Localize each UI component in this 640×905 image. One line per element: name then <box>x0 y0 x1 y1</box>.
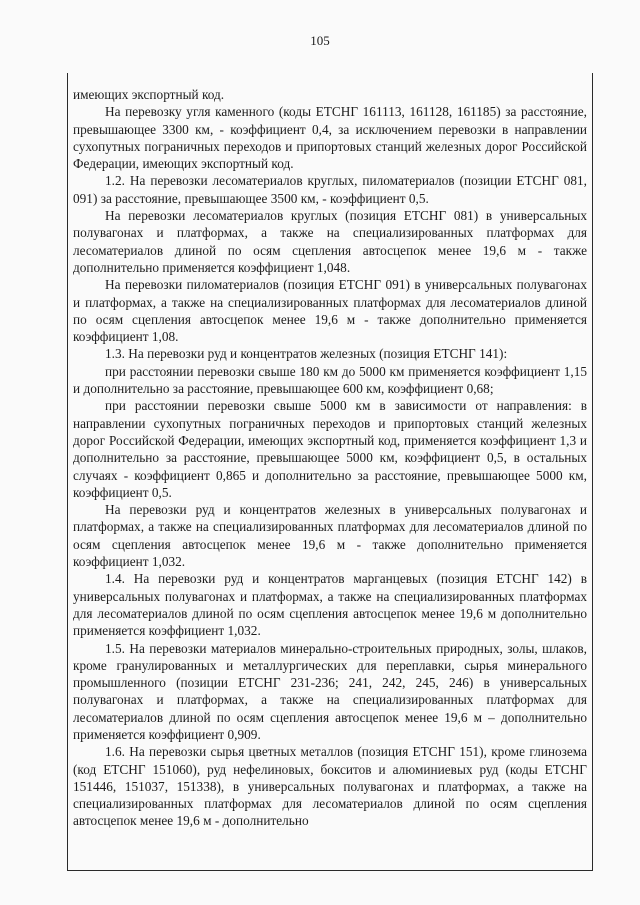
paragraph: 1.6. На перевозки сырья цветных металлов (позиция ЕТСНГ 151), кроме глинозема (код ЕТСНГ 151060), руд нефелиновых, бокситов и алюминиевых руд (коды ЕТСНГ 151446, 151037, 151338), в универсальных полувагонах и платформах, а также на специализированных платформах для лесоматериалов длиной по осям сцепления автосцепок менее 19,6 м - дополнительно <box>73 744 587 829</box>
page-number: 105 <box>310 33 330 48</box>
paragraph: На перевозку угля каменного (коды ЕТСНГ 161113, 161128, 161185) за расстояние, превышающее 3300 км, - коэффициент 0,4, за исключением перевозки в направлении сухопутных пограничных переходов и припортовых станций железных дорог Российской Федерации, имеющих экспортный код. <box>73 104 587 172</box>
document-body <box>73 86 587 830</box>
paragraph: На перевозки лесоматериалов круглых (позиция ЕТСНГ 081) в универсальных полувагонах и платформах, а также на специализированных платформах для лесоматериалов длиной по осям сцепления автосцепок менее 19,6 м - также дополнительно применяется коэффициент 1,048. <box>73 208 587 275</box>
paragraph: 1.3. На перевозки руд и концентратов железных (позиция ЕТСНГ 141): <box>105 346 508 362</box>
paragraph: имеющих экспортный код. <box>73 87 225 102</box>
paragraph: На перевозки пиломатериалов (позиция ЕТСНГ 091) в универсальных полувагонах и платформах, а также на специализированных платформах для лесоматериалов длиной по осям сцепления автосцепок менее 19,6 м - также дополнительно применяется коэффициент 1,08. <box>73 277 587 345</box>
paragraph: 1.5. На перевозки материалов минерально-строительных природных, золы, шлаков, кроме гранулированных и металлургических для переплавки, сырья минерального промышленного (позиции ЕТСНГ 231-236; 241, 242, 245, 246) в универсальных полувагонах и платформах, а также на специализированных платформах для лесоматериалов длиной по осям сцепления автосцепок менее 19,6 м – дополнительно применяется коэффициент 0,909. <box>73 640 587 742</box>
paragraph: при расстоянии перевозки свыше 180 км до 5000 км применяется коэффициент 1,15 и дополнительно за расстояние, превышающее 600 км, коэффициент 0,68; <box>73 363 587 397</box>
paragraph: На перевозки руд и концентратов железных в универсальных полувагонах и платформах, а также на специализированных платформах для лесоматериалов длиной по осям сцепления автосцепок менее 19,6 м - также дополнительно применяется коэффициент 1,032. <box>73 502 587 570</box>
paragraph: 1.2. На перевозки лесоматериалов круглых, пиломатериалов (позиции ЕТСНГ 081, 091) за расстояние, превышающее 3500 км, - коэффициент 0,5. <box>73 173 587 206</box>
paragraph: при расстоянии перевозки свыше 5000 км в зависимости от направления: в направлении сухопутных пограничных переходов и припортовых станций железных дорог Российской Федерации, имеющих экспортный код, применяется коэффициент 1,3 и дополнительно за расстояние, превышающее 5000 км, коэффициент 0,5, в остальных случаях - коэффициент 0,865 и дополнительно за расстояние, превышающее 5000 км, коэффициент 0,5. <box>73 398 587 500</box>
paragraph: 1.4. На перевозки руд и концентратов марганцевых (позиция ЕТСНГ 142) в универсальных полувагонах и платформах, а также на специализированных платформах для лесоматериалов длиной по осям сцепления автосцепок менее 19,6 м дополнительно применяется коэффициент 1,032. <box>73 571 587 639</box>
